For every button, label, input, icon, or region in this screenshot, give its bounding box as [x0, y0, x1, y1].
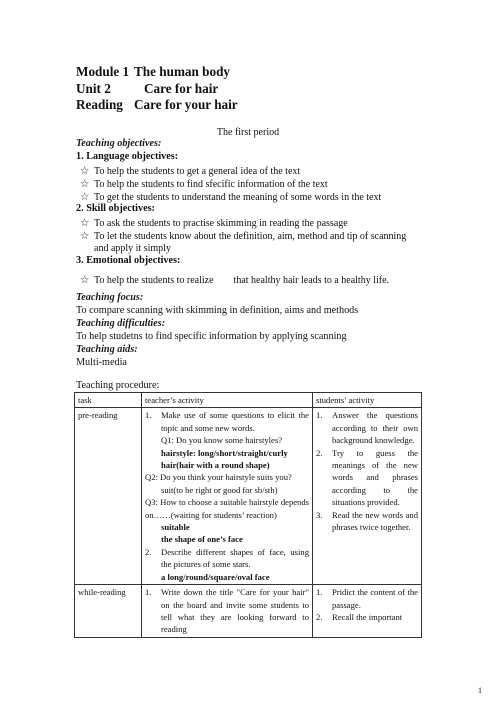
- header-task: task: [75, 393, 142, 408]
- list-item: 2. Try to guess the meanings of the new words and phrases according to the situations provided.: [316, 447, 418, 508]
- focus-text: To compare scanning with skimming in definition, aims and methods: [76, 305, 359, 316]
- focus-heading: Teaching focus:: [76, 292, 144, 303]
- list-item: 1. Pridict the content of the passage.: [316, 587, 418, 610]
- table-row: [75, 408, 422, 585]
- skill-objectives-heading: 2. Skill objectives:: [76, 203, 155, 214]
- difficulties-heading: Teaching difficulties:: [76, 318, 166, 329]
- list-item: 2. Describe different shapes of face, using the pictures of some stars.: [145, 546, 309, 570]
- question-3-answer-a: suitable: [161, 522, 190, 533]
- question-2-answer: suit(to be right or good for sb/sth): [161, 484, 278, 495]
- question-2: Q2: Do you think your hairstyle suits you?: [145, 472, 292, 483]
- procedure-table: [74, 392, 422, 638]
- language-objective-1: ☆ To help the students to get a general idea of the text: [80, 166, 301, 177]
- objectives-heading: Teaching objectives:: [76, 138, 162, 149]
- aids-heading: Teaching aids:: [76, 344, 138, 355]
- list-item: 1. Answer the questions according to their own background knowledge.: [316, 410, 418, 446]
- language-objective-3: ☆ To get the students to understand the meaning of some words in the text: [80, 192, 382, 203]
- procedure-heading: Teaching procedure:: [76, 380, 160, 391]
- page-number: 1: [478, 686, 482, 695]
- unit-heading: Unit 2 Care for hair: [76, 81, 219, 96]
- students-activity-cell: [313, 408, 422, 585]
- question-1: Q1: Do you know some hairstyles?: [161, 435, 283, 446]
- header-students-activity: students’ activity: [313, 393, 422, 408]
- task-cell: while-reading: [75, 585, 142, 638]
- difficulties-text: To help studetns to find specific information by applying scanning: [76, 331, 347, 342]
- teacher-activity-cell: [142, 408, 313, 585]
- header-teacher-activity: teacher’s activity: [142, 393, 313, 408]
- task-cell: pre-reading: [75, 408, 142, 585]
- emotional-objectives-heading: 3. Emotional objectives:: [76, 255, 181, 266]
- reading-heading: Reading Care for your hair: [76, 97, 238, 112]
- question-3: Q3: How to choose a suitable hairstyle depends on……(waiting for students’ reaction): [145, 497, 309, 520]
- students-activity-cell: [313, 585, 422, 638]
- table-row: [75, 585, 422, 638]
- list-item: 1. Write down the title "Care for your hair" on the board and invite some students to tell what they are looking forward to reading: [145, 587, 309, 635]
- language-objectives-heading: 1. Language objectives:: [76, 151, 179, 162]
- table-header-row: [75, 393, 422, 408]
- list-item: 1. Make use of some questions to elicit the topic and some new words.: [145, 410, 309, 433]
- language-objective-2: ☆ To help the students to find sfecific information of the text: [80, 179, 328, 190]
- question-3-answer-b: the shape of one’s face: [161, 534, 243, 545]
- module-heading: Module 1 The human body: [76, 64, 231, 79]
- period-title: The first period: [216, 127, 280, 138]
- list-item: 3. Read the new words and phrases twice together.: [316, 509, 418, 533]
- emotional-objective-1: ☆ To help the students to realize that healthy hair leads to a healthy life.: [80, 275, 390, 286]
- aids-text: Multi-media: [76, 357, 127, 368]
- teacher-activity-cell: [142, 585, 313, 638]
- skill-objective-2: ☆ To let the students know about the definition, aim, method and tip of scanning and apply it simply: [80, 231, 407, 254]
- list-item: 2. Recall the important: [316, 611, 403, 622]
- question-1-answer: hairstyle: long/short/straight/curly hair(hair with a round shape): [161, 447, 288, 471]
- face-shapes: a long/round/square/oval face: [161, 571, 270, 582]
- skill-objective-1: ☆ To ask the students to practise skimming in reading the passage: [80, 218, 348, 229]
